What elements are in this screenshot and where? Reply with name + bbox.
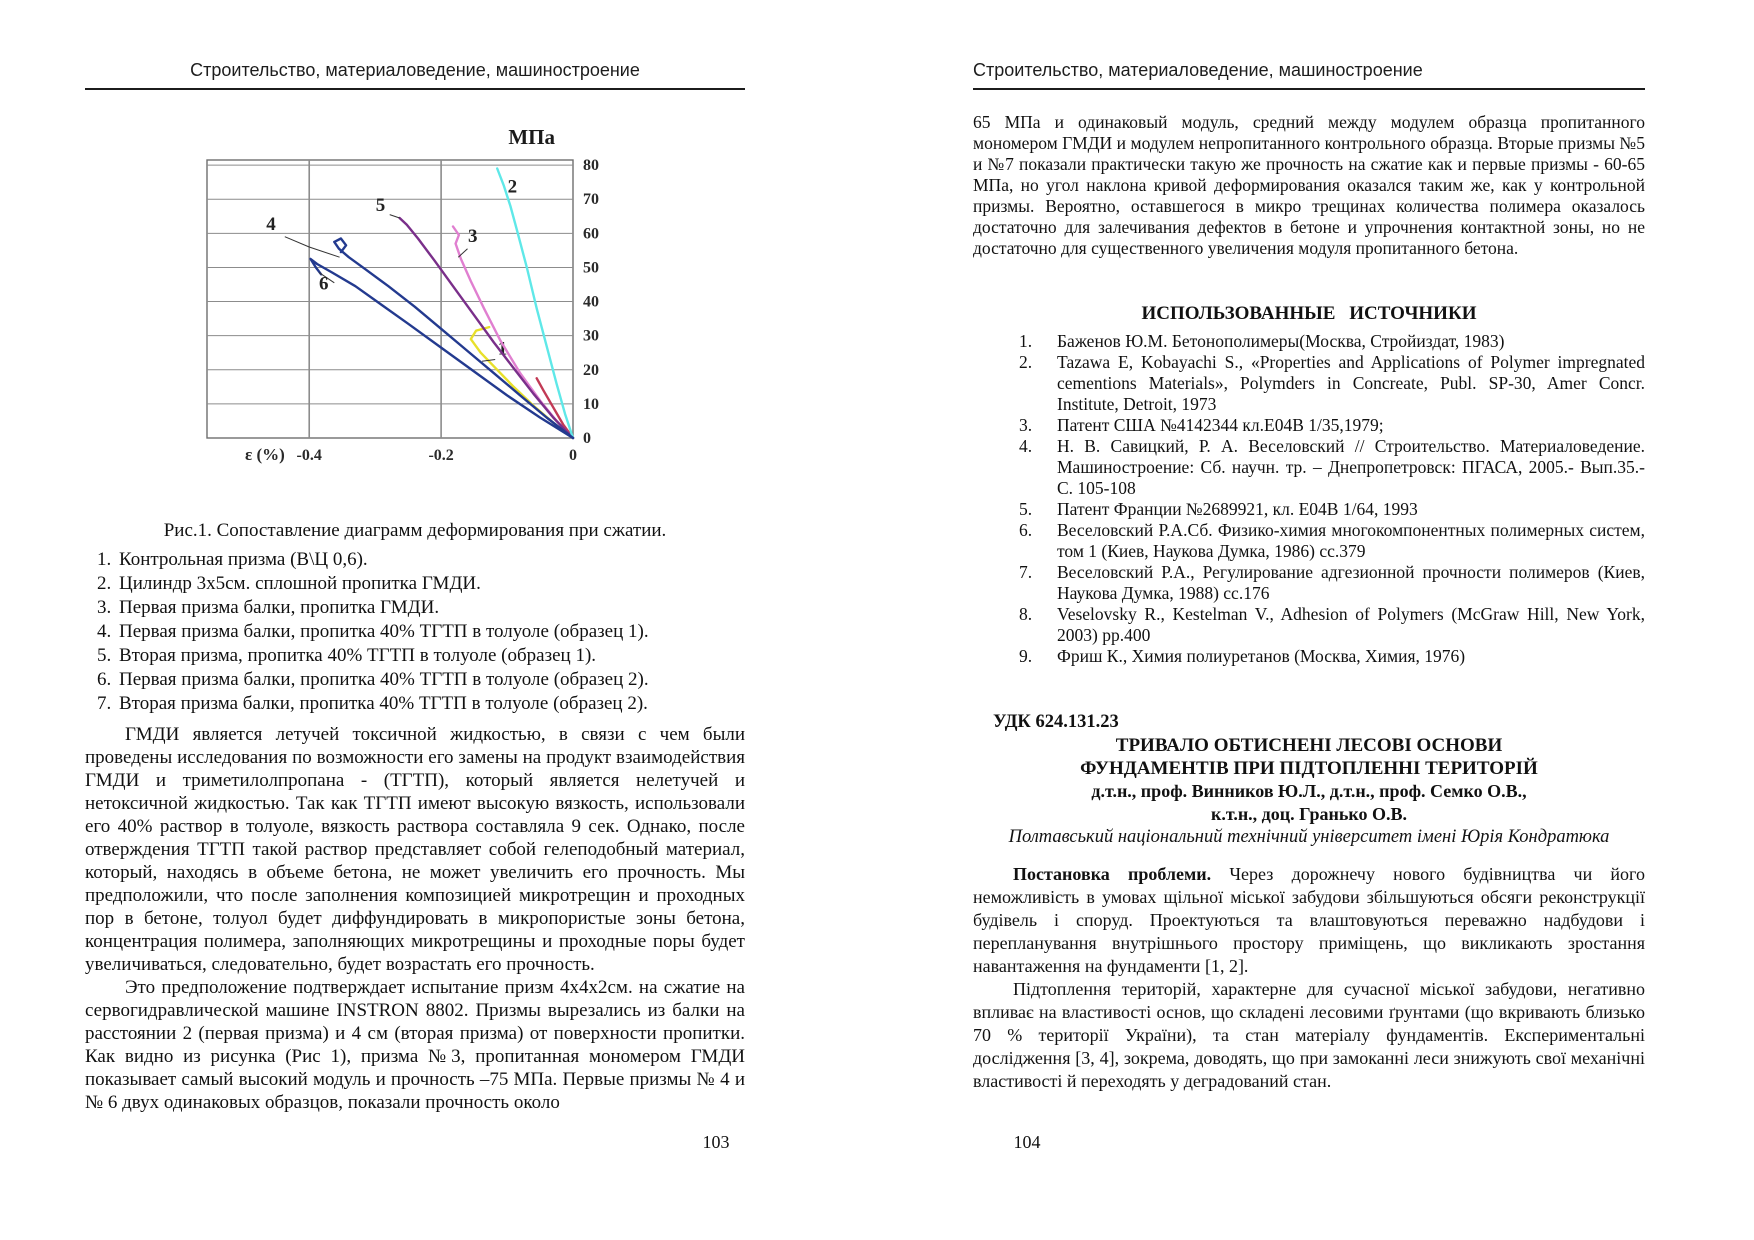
legend-item-text: Вторая призма балки, пропитка 40% ТГТП в толуоле (образец 2). (119, 693, 648, 714)
reference-number: 8. (1019, 604, 1033, 624)
y-axis-title: МПа (508, 125, 555, 149)
reference-item (1019, 646, 1645, 667)
legend-item-number: 7. (97, 693, 112, 714)
y-tick-label: 30 (583, 327, 599, 345)
reference-text: Tazawa E, Kobayachi S., «Properties and Applications of Polymer impregnated cementions Materials», Polymders in Concreate, Publ. SP-30, Amer Concr. Institute, Detroit, 1973 (1057, 352, 1645, 414)
article-authors-line2: к.т.н., доц. Гранько О.В. (1210, 804, 1408, 824)
legend-item-number: 5. (97, 645, 112, 666)
stress-strain-chart (181, 116, 643, 468)
legend-item-text: Первая призма балки, пропитка ГМДИ. (119, 597, 440, 618)
legend-item-text: Первая призма балки, пропитка 40% ТГТП в толуоле (образец 2). (119, 669, 649, 690)
legend-item (97, 644, 745, 668)
reference-item (1019, 604, 1645, 646)
legend-item-number: 6. (97, 669, 112, 690)
legend-item (97, 620, 745, 644)
reference-text: Патент США №4142344 кл.Е04В 1/35,1979; (1057, 415, 1384, 435)
legend-item-number: 2. (97, 573, 112, 594)
curve-label: 1 (497, 338, 508, 360)
reference-text: Фриш К., Химия полиуретанов (Москва, Химия, 1976) (1057, 646, 1466, 666)
figure-1-chart (181, 116, 643, 468)
running-head-right: Строительство, материаловедение, машиностроение (973, 60, 1645, 90)
article-title-line1: ТРИВАЛО ОБТИСНЕНІ ЛЕСОВІ ОСНОВИ (1115, 735, 1503, 756)
reference-text: Веселовский Р.А.Сб. Физико-химия многокомпонентных полимерных систем, том 1 (Киев, Наукова Думка, 1986) сс.379 (1057, 520, 1645, 561)
reference-text: Веселовский Р.А., Регулирование адгезионной прочности полимеров (Киев, Наукова Думка, 1988) сс.176 (1057, 562, 1645, 603)
reference-number: 7. (1019, 562, 1033, 582)
y-tick-label: 60 (583, 225, 599, 243)
legend-item-number: 1. (97, 549, 112, 570)
x-tick-label: 0 (569, 447, 577, 464)
right-page-body (973, 863, 1645, 1093)
curve-label: 2 (507, 176, 518, 198)
legend-item (97, 692, 745, 716)
left-page (85, 0, 745, 1240)
references-list (1019, 331, 1645, 667)
x-tick-label: -0.4 (296, 447, 322, 464)
reference-text: Баженов Ю.М. Бетонополимеры(Москва, Стройиздат, 1983) (1057, 331, 1505, 351)
reference-text: Патент Франции №2689921, кл. Е04В 1/64, 1993 (1057, 499, 1418, 519)
reference-item (1019, 520, 1645, 562)
udc-code: УДК 624.131.23 (993, 712, 1119, 732)
curve-4 (334, 239, 573, 439)
reference-number: 2. (1019, 352, 1033, 372)
legend-item (97, 548, 745, 572)
y-tick-label: 80 (583, 157, 599, 175)
y-tick-label: 10 (583, 395, 599, 413)
sources-heading: ИСПОЛЬЗОВАННЫЕ ИСТОЧНИКИ (1141, 303, 1477, 324)
curve-7 (537, 378, 573, 438)
reference-item (1019, 562, 1645, 604)
reference-number: 6. (1019, 520, 1033, 540)
curve-label: 4 (266, 213, 276, 235)
article-title-line2: ФУНДАМЕНТІВ ПРИ ПІДТОПЛЕННІ ТЕРИТОРІЙ (1080, 758, 1538, 779)
legend-item-text: Контрольная призма (В\Ц 0,6). (119, 549, 368, 570)
curve-label: 5 (375, 195, 386, 217)
curve-label: 3 (468, 225, 478, 247)
paragraph-text: Через дорожнечу нового будівництва чи його неможливість в умовах щільної міської забудови збільшуються обсяги реконструкції будівель і споруд. Проектуються та влаштовуються переважно надбудови і перепланування внутрішнього простору приміщень, що викликають зростання навантаження на фундаменти [1, 2]. (973, 864, 1645, 976)
reference-text: Н. В. Савицкий, Р. А. Веселовский // Строительство. Материаловедение. Машиностроение: Сб. научн. тр. – Днепропетровск: ПГАСА, 2005.- Вып.35.-С. 105-108 (1057, 436, 1645, 498)
legend-item-number: 3. (97, 597, 112, 618)
legend-item-text: Первая призма балки, пропитка 40% ТГТП в толуоле (образец 1). (119, 621, 649, 642)
reference-item (1019, 415, 1645, 436)
continued-paragraph: 65 МПа и одинаковый модуль, средний между модулем образца пропитанного мономером ГМДИ и модулем непропитанного контрольного образца. Вторые призмы №5 и №7 показали практически такую же прочность на сжатие как и первые призмы - 60-65 МПа, но угол наклона кривой деформирования оказался таким же, как у контрольной призмы. Вероятно, оставшегося в микро трещинах количества полимера оказалось достаточно для залечивания дефектов в бетоне и упрочнения контактной зоны, но не достаточно для существенного увеличения модуля пропитанного бетона. (973, 112, 1645, 258)
left-page-body (85, 723, 745, 1114)
y-tick-label: 0 (583, 430, 591, 447)
right-page (973, 0, 1645, 1240)
figure-caption: Рис.1. Сопоставление диаграмм деформирования при сжатии. (163, 520, 667, 541)
reference-number: 3. (1019, 415, 1033, 435)
legend-item-number: 4. (97, 621, 112, 642)
paragraph-lead: Постановка проблеми. (1013, 864, 1212, 884)
legend-item (97, 572, 745, 596)
running-head-left: Строительство, материаловедение, машиностроение (85, 60, 745, 90)
x-tick-label: -0.2 (428, 447, 454, 464)
legend-item (97, 596, 745, 620)
reference-text: Veselovsky R., Kestelman V., Adhesion of Polymers (McGraw Hill, New York, 2003) pp.400 (1057, 604, 1645, 645)
figure-legend (97, 548, 745, 716)
reference-number: 4. (1019, 436, 1033, 456)
curve-3 (453, 227, 573, 439)
reference-number: 1. (1019, 331, 1033, 351)
curve-label-leader (285, 237, 340, 258)
reference-number: 5. (1019, 499, 1033, 519)
x-axis-title: ε (%) (245, 445, 285, 464)
paragraph (973, 863, 1645, 978)
page-number-right: 104 (1013, 1132, 1041, 1152)
article-affiliation: Полтавський національний технічний університет імені Юрія Кондратюка (1008, 827, 1610, 847)
article-authors-line1: д.т.н., проф. Винников Ю.Л., д.т.н., проф. Семко О.В., (1091, 781, 1527, 801)
legend-item-text: Цилиндр 3х5см. сплошной пропитка ГМДИ. (119, 573, 481, 594)
reference-number: 9. (1019, 646, 1033, 666)
reference-item (1019, 499, 1645, 520)
paragraph: ГМДИ является летучей токсичной жидкостью, в связи с чем были проведены исследования по возможности его замены на продукт взаимодействия ГМДИ и триметилолпропана - (ТГТП), который является нелетучей и нетоксичной жидкостью. Так как ТГТП имеют высокую вязкость, использовали его 40% раствор в толуоле, вязкость раствора составляла 9 сек. Однако, после отверждения ТГТП такой раствор представляет собой гелеподобный материал, который, находясь в объеме бетона, не может увеличить его прочность. Мы предположили, что после заполнения композицией микротрещин и проходных пор в бетоне, толуол будет диффундировать в микропористые зоны бетона, концентрация полимера, заполняющих микротрещины и проходные поры будет увеличиваться, следовательно, будет возрастать его прочность. (85, 724, 745, 975)
paragraph: Это предположение подтверждает испытание призм 4х4х2см. на сжатие на сервогидравлической машине INSTRON 8802. Призмы вырезались из балки на расстоянии 2 (первая призма) и 4 см (вторая призма) от поверхности пропитки. Как видно из рисунка (Рис 1), призма №3, пропитанная мономером ГМДИ показывает самый высокий модуль и прочность –75 МПа. Первые призмы № 4 и № 6 двух одинаковых образцов, показали прочность около (85, 977, 745, 1113)
page-number-left: 103 (702, 1132, 730, 1152)
reference-item (1019, 436, 1645, 499)
y-tick-label: 70 (583, 191, 599, 209)
paragraph: Підтоплення територій, характерне для сучасної міської забудови, негативно впливає на властивості основ, що складені лесовими ґрунтами (що вкривають близько 70 % території України), та стан матеріалу фундаментів. Експериментальні дослідження [3, 4], зокрема, доводять, що при замоканні леси знижують свої механічні властивості й переходять у деградований стан. (973, 979, 1645, 1091)
legend-item-text: Вторая призма, пропитка 40% ТГТП в толуоле (образец 1). (119, 645, 597, 666)
reference-item (1019, 331, 1645, 352)
curve-label-leader (390, 215, 400, 218)
legend-item (97, 668, 745, 692)
reference-item (1019, 352, 1645, 415)
y-tick-label: 40 (583, 293, 599, 311)
y-tick-label: 50 (583, 259, 599, 277)
y-tick-label: 20 (583, 361, 599, 379)
curve-label: 6 (318, 273, 329, 295)
